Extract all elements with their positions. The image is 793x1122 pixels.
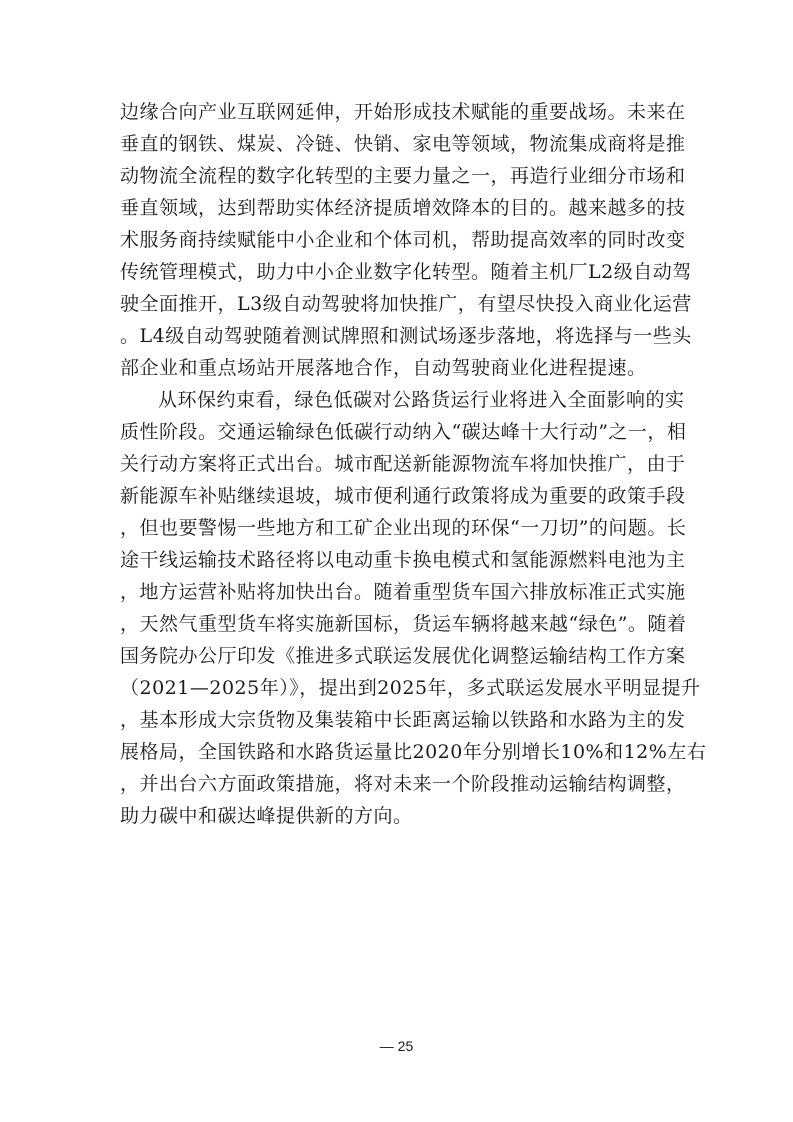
text-line: 传统管理模式，助力中小企业数字化转型。随着主机厂L2级自动驾 (120, 261, 692, 283)
text-line: 术服务商持续赋能中小企业和个体司机，帮助提高效率的同时改变 (120, 229, 686, 251)
text-line: ，但也要警惕一些地方和工矿企业出现的环保“一刀切”的问题。长 (120, 517, 687, 539)
text-line: ，基本形成大宗货物及集装箱中长距离运输以铁路和水路为主的发 (120, 709, 686, 731)
text-line: 途干线运输技术路径将以电动重卡换电模式和氢能源燃料电池为主 (120, 549, 686, 571)
text-line: 展格局，全国铁路和水路货运量比2020年分别增长10%和12%左右 (120, 741, 707, 763)
text-line: 垂直的钢铁、煤炭、冷链、快销、家电等领域，物流集成商将是推 (120, 133, 686, 155)
text-line: （2021—2025年）》，提出到2025年，多式联运发展水平明显提升 (120, 677, 701, 699)
text-line: 。L4级自动驾驶随着测试牌照和测试场逐步落地，将选择与一些头 (120, 325, 692, 347)
text-line: 动物流全流程的数字化转型的主要力量之一，再造行业细分市场和 (120, 165, 686, 187)
text-line: ，地方运营补贴将加快出台。随着重型货车国六排放标准正式实施 (120, 581, 686, 603)
text-line: ，天然气重型货车将实施新国标，货运车辆将越来越“绿色”。随着 (120, 613, 687, 635)
text-line: 垂直领域，达到帮助实体经济提质增效降本的目的。越来越多的技 (120, 197, 686, 219)
body-text (120, 96, 707, 832)
page-number: — 25 (379, 1038, 414, 1054)
text-line: 关行动方案将正式出台。城市配送新能源物流车将加快推广，由于 (120, 453, 686, 475)
paragraph-1 (120, 96, 692, 384)
text-line: ，并出台六方面政策措施，将对未来一个阶段推动运输结构调整， (120, 773, 686, 795)
paragraph-2 (120, 384, 707, 832)
text-line: 质性阶段。交通运输绿色低碳行动纳入“碳达峰十大行动”之一，相 (120, 421, 687, 443)
text-line: 从环保约束看，绿色低碳对公路货运行业将进入全面影响的实 (158, 389, 685, 411)
text-line: 驶全面推开，L3级自动驾驶将加快推广，有望尽快投入商业化运营 (120, 293, 692, 315)
text-line: 助力碳中和碳达峰提供新的方向。 (120, 805, 413, 827)
text-line: 边缘合向产业互联网延伸，开始形成技术赋能的重要战场。未来在 (120, 101, 686, 123)
text-line: 国务院办公厅印发《推进多式联运发展优化调整运输结构工作方案 (120, 645, 686, 667)
text-line: 新能源车补贴继续退坡，城市便利通行政策将成为重要的政策手段 (120, 485, 686, 507)
text-line: 部企业和重点场站开展落地合作，自动驾驶商业化进程提速。 (120, 357, 647, 379)
